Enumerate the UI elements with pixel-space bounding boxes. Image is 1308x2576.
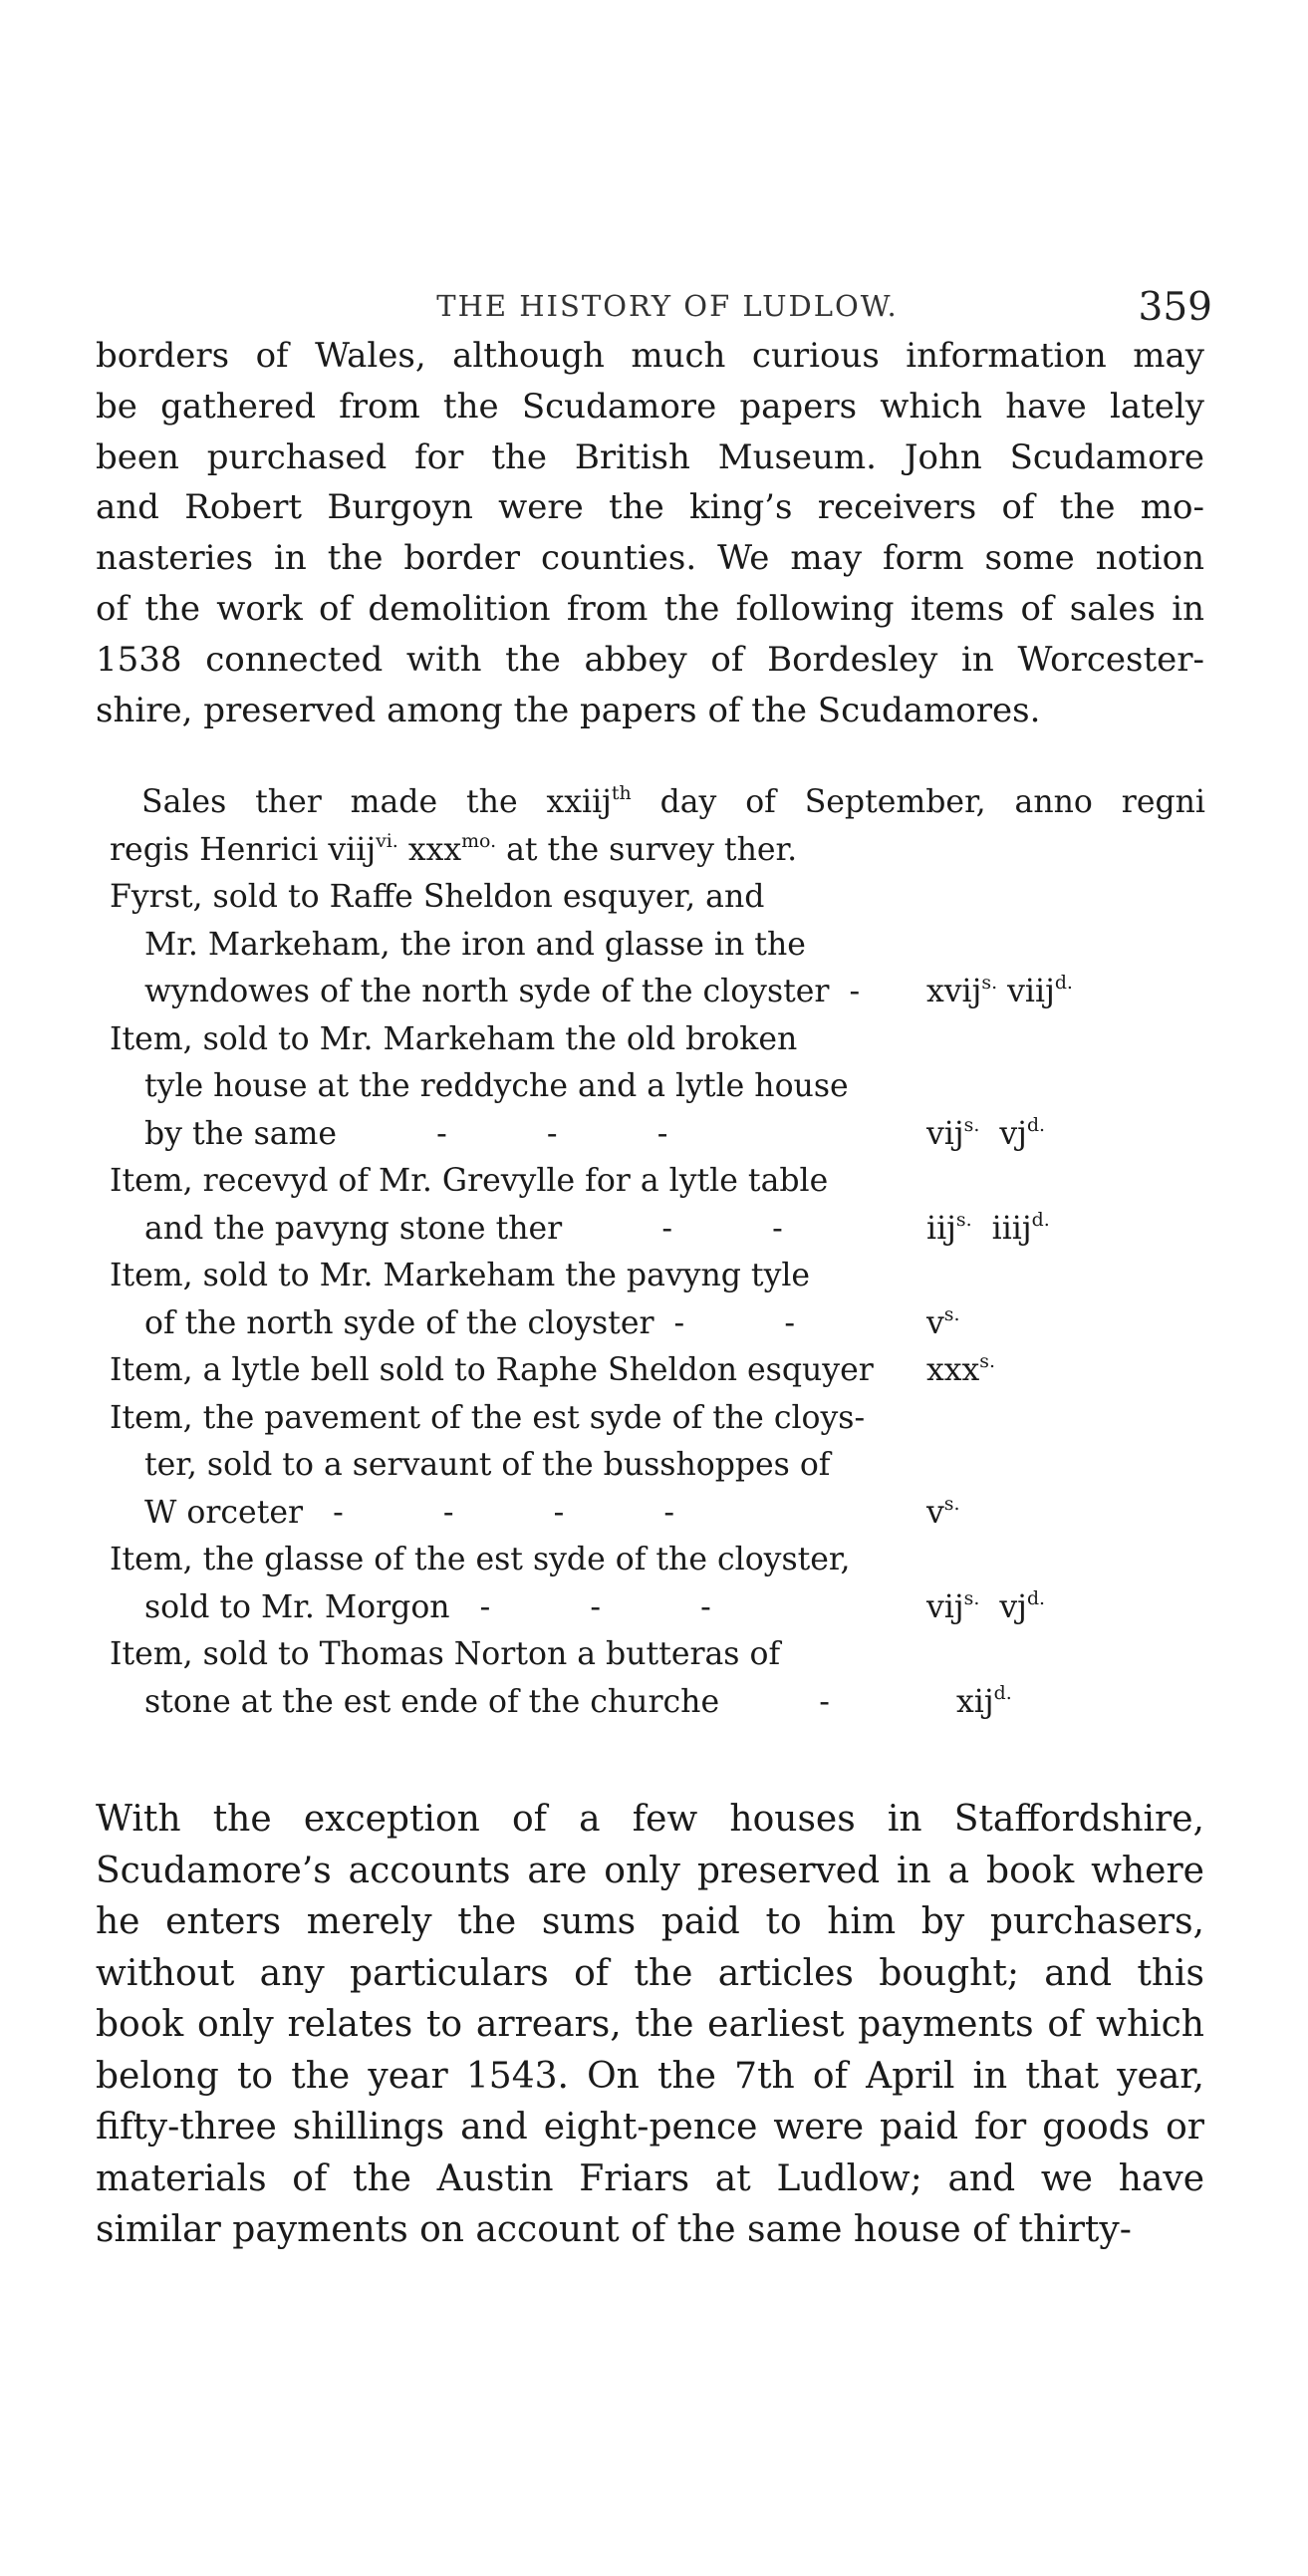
sales-items (110, 874, 1205, 1726)
paragraph-line: borders of Wales, although much curious information may (96, 336, 1204, 376)
paragraph-line: nasteries in the border counties. We may form some notion (96, 538, 1204, 579)
paragraph-line: fifty-three shillings and eight-pence were paid for goods or (96, 2107, 1204, 2147)
running-header (0, 285, 1308, 330)
sale-amount: $v^{s.}$ (926, 1302, 960, 1341)
sale-item-line: Mr. Markeham, the iron and glasse in the (144, 926, 806, 963)
paragraph-line: shire, preserved among the papers of the Scudamores. (96, 690, 1041, 730)
sale-item-line: of the north syde of the cloyster - - $v^{s.}$ (110, 1300, 1205, 1348)
sale-item-line: Item, sold to Thomas Norton a butteras of (110, 1636, 781, 1672)
paragraph-line: book only relates to arrears, the earliest payments of which (96, 2004, 1204, 2045)
sale-amount: xxx$^{s.}$ (926, 1349, 995, 1388)
sale-item-line: and the pavyng stone ther - - iij$^{s.}$ iiij$^{d.}$ (110, 1206, 1205, 1254)
sale-item-line: Item, sold to Mr. Markeham the old broken (110, 1020, 798, 1057)
paragraph-line: Scudamore’s accounts are only preserved in a book where (96, 1850, 1204, 1891)
sale-item-line: wyndowes of the north syde of the cloyster - xvij$^{s.}$ viij$^{d.}$ (110, 969, 1205, 1016)
sale-item-line: stone at the est ende of the churche - xij$^{d.}$ (110, 1679, 1205, 1727)
paragraph-line: he enters merely the sums paid to him by purchasers, (96, 1901, 1204, 1942)
page-number: 359 (1138, 285, 1212, 330)
paragraph-line: With the exception of a few houses in Staffordshire, (96, 1799, 1204, 1840)
sale-amount: xvij$^{s.}$ viij$^{d.}$ (926, 971, 1073, 1009)
sale-item-line: W orceter - - - - $v^{s.}$ (110, 1490, 1205, 1538)
paragraph-line: been purchased for the British Museum. John Scudamore (96, 436, 1204, 477)
sale-item-line: Item, recevyd of Mr. Grevylle for a lytle table (110, 1163, 829, 1199)
paragraph-line: 1538 connected with the abbey of Bordesley in Worcester- (96, 639, 1204, 680)
record-heading-line: Sales ther made the xxiij$^{th}$ day of September, anno regni (141, 781, 1205, 820)
paragraph-line: and Robert Burgoyn were the king’s receivers of the mo- (96, 487, 1204, 528)
intro-paragraph (96, 331, 1204, 735)
sale-item-line: by the same - - - vij$^{s.}$ $vj^{d.}$ (110, 1111, 1205, 1159)
sale-amount: vij$^{s.}$ $vj^{d.}$ (926, 1586, 1046, 1625)
paragraph-line: without any particulars of the articles bought; and this (96, 1952, 1204, 1994)
running-title: THE HISTORY OF LUDLOW. (436, 289, 899, 323)
sales-record (110, 779, 1205, 1726)
sale-item-line: Item, a lytle bell sold to Raphe Sheldon esquyer xxx$^{s.}$ (110, 1347, 1205, 1395)
sale-amount: iij$^{s.}$ iiij$^{d.}$ (926, 1208, 1050, 1247)
paragraph-line: be gathered from the Scudamore papers which have lately (96, 386, 1204, 427)
paragraph-line: materials of the Austin Friars at Ludlow; and we have (96, 2157, 1204, 2199)
record-heading-line: regis Henrici viij$^{vi.}$ xxx$^{mo.}$ at the survey ther. (110, 829, 798, 868)
sale-item-line: ter, sold to a servaunt of the busshoppes of (144, 1447, 831, 1483)
sale-item-line: Fyrst, sold to Raffe Sheldon esquyer, and (110, 879, 765, 915)
sale-amount: vij$^{s.}$ $vj^{d.}$ (926, 1113, 1046, 1152)
sale-item-line: Item, the glasse of the est syde of the cloyster, (110, 1542, 851, 1577)
sale-item-line: tyle house at the reddyche and a lytle house (144, 1068, 849, 1104)
sale-item-line: sold to Mr. Morgon - - - vij$^{s.}$ $vj^{d.}$ (110, 1584, 1205, 1632)
sale-amount: xij$^{d.}$ (926, 1681, 1012, 1720)
sale-item-line: Item, sold to Mr. Markeham the pavyng tyle (110, 1258, 811, 1293)
paragraph-line: belong to the year 1543. On the 7th of April in that year, (96, 2055, 1204, 2097)
paragraph-line: of the work of demolition from the following items of sales in (96, 588, 1204, 629)
closing-paragraph (96, 1794, 1204, 2256)
sale-amount: $v^{s.}$ (926, 1492, 960, 1531)
sale-item-line: Item, the pavement of the est syde of the cloys- (110, 1399, 866, 1436)
paragraph-line: similar payments on account of the same house of thirty- (96, 2209, 1132, 2250)
